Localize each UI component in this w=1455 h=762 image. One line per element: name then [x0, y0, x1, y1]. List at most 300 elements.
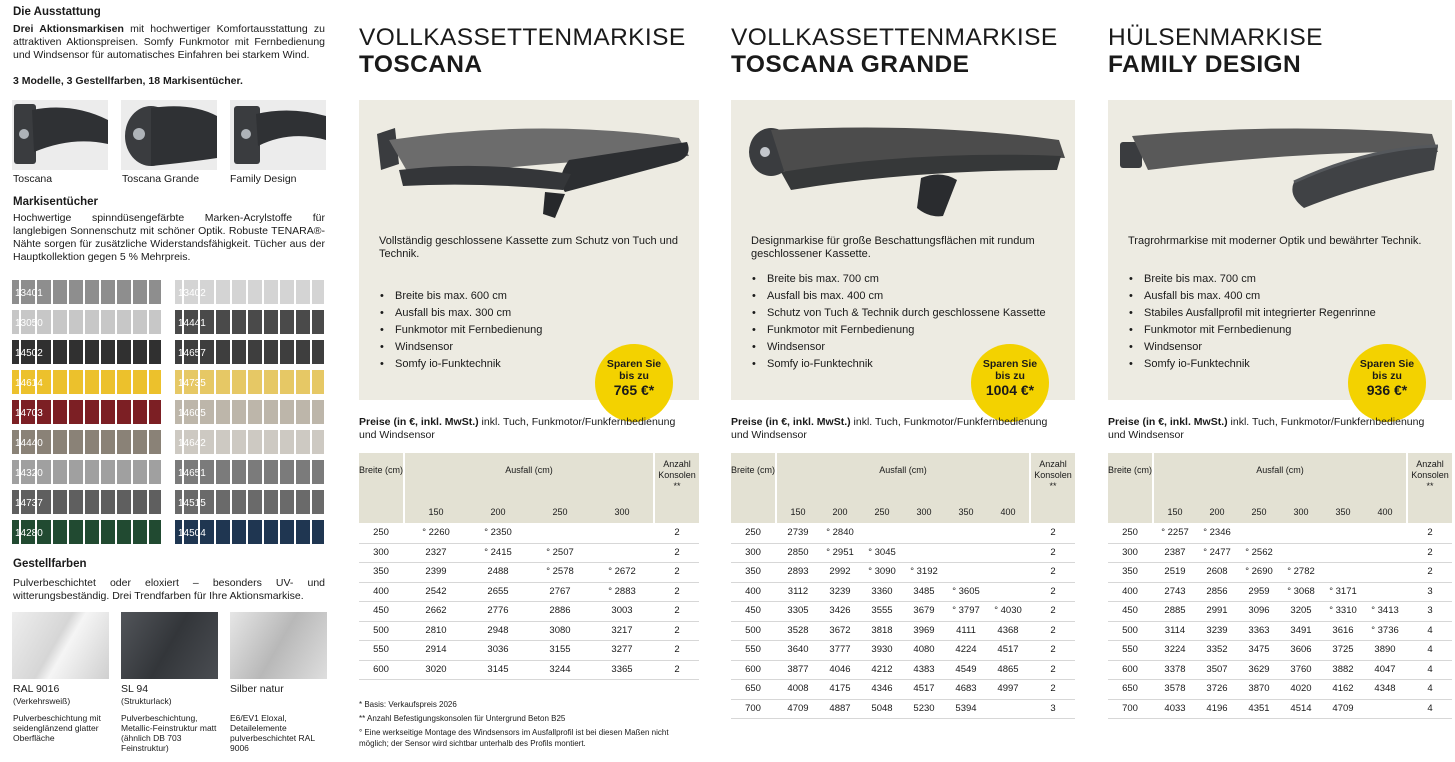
footnote: ° Eine werkseitige Montage des Windsensors im Ausfallprofil ist bei diesen Maßen nicht möglich; der Sensor wird sichtbar unterhalb des Profils montiert.: [359, 728, 669, 748]
header-label: Breite (cm): [359, 465, 404, 475]
header-label: Anzahl Konsolen **: [1034, 459, 1072, 491]
row-width: 500: [745, 624, 761, 636]
frame-name: RAL 9016: [13, 683, 60, 695]
price-cell: ° 2840: [826, 527, 854, 538]
column-header: 350: [1335, 507, 1351, 517]
feature-item: [751, 271, 1065, 288]
row-width: 250: [373, 527, 389, 538]
price-cell: [1322, 562, 1364, 582]
product-title-line1: VOLLKASSETTENMARKISE: [359, 24, 686, 51]
price-cell: ° 3413: [1371, 605, 1399, 616]
price-cell: 3969: [913, 624, 935, 636]
price-cell: 3555: [871, 605, 893, 616]
price-cell: 3363: [1248, 624, 1270, 636]
row-width: 650: [1122, 683, 1138, 694]
column-header: 150: [428, 507, 444, 517]
feature-text: Funkmotor mit Fernbedienung: [395, 324, 543, 336]
price-cell: 3528: [787, 624, 809, 636]
price-cell: 2810: [425, 624, 447, 636]
price-cell: 4348: [1374, 683, 1396, 694]
price-cell: [987, 562, 1029, 582]
intro-bold: Drei Aktionsmarkisen: [13, 23, 124, 35]
price-cell: 3277: [611, 644, 633, 655]
price-cell: 4008: [787, 683, 809, 694]
column-header: 300: [614, 507, 630, 517]
price-cell: 4514: [1290, 702, 1312, 714]
fabric-swatch: 14657: [175, 340, 324, 364]
fabric-swatch: 13050: [12, 310, 161, 334]
price-cell: ° 2782: [1287, 566, 1315, 577]
feature-text: Breite bis max. 600 cm: [395, 290, 507, 302]
row-konsolen: 2: [1050, 644, 1056, 655]
price-cell: 3155: [549, 644, 571, 655]
price-cell: ° 2415: [484, 546, 512, 558]
feature-item: [751, 305, 1065, 322]
column-header: 300: [1293, 507, 1309, 517]
fabric-swatch: 13402: [175, 280, 324, 304]
row-konsolen: 2: [1427, 566, 1433, 577]
row-konsolen: 3: [1050, 702, 1056, 714]
model-caption: Family Design: [230, 173, 297, 185]
price-cell: ° 3171: [1329, 585, 1357, 597]
row-width: 600: [373, 663, 389, 675]
row-konsolen: 2: [674, 663, 680, 675]
price-cell: 4047: [1374, 663, 1396, 675]
price-cell: ° 2578: [546, 566, 574, 577]
product-description: Tragrohrmarkise mit moderner Optik und bewährter Technik.: [1128, 235, 1422, 247]
price-cell: ° 2690: [1245, 566, 1273, 577]
badge-text: Sparen Sie: [982, 358, 1038, 370]
feature-item: [1128, 288, 1442, 305]
price-cell: 4046: [829, 663, 851, 675]
table-header-breite: [359, 453, 403, 523]
price-cell: 3239: [829, 585, 851, 597]
price-cell: 4346: [871, 683, 893, 694]
feature-text: Breite bis max. 700 cm: [767, 273, 879, 285]
price-cell: 4175: [829, 683, 851, 694]
row-konsolen: 2: [674, 546, 680, 558]
feature-text: Ausfall bis max. 400 cm: [767, 290, 884, 302]
row-width: 700: [1122, 702, 1138, 714]
price-intro-bold: Preise (in €, inkl. MwSt.): [359, 416, 479, 428]
price-cell: 2776: [487, 605, 509, 616]
feature-item: [1128, 322, 1442, 339]
price-cell: 3777: [829, 644, 851, 655]
price-cell: 3485: [913, 585, 935, 597]
section-heading-ausstattung: Die Ausstattung: [13, 6, 101, 18]
header-label: Ausfall (cm): [1256, 465, 1304, 475]
feature-item: [379, 305, 689, 322]
row-konsolen: 2: [674, 566, 680, 577]
header-label: Anzahl Konsolen **: [1411, 459, 1449, 491]
price-intro-rest: inkl. Tuch, Funkmotor/Funkfernbedienung und Windsensor: [731, 416, 1048, 441]
feature-item: [379, 322, 689, 339]
fabric-swatch: 14502: [12, 340, 161, 364]
price-cell: 3870: [1248, 683, 1270, 694]
row-width: 300: [1122, 546, 1138, 558]
feature-text: Windsensor: [767, 341, 826, 353]
price-cell: [1322, 543, 1364, 563]
row-konsolen: 2: [674, 585, 680, 597]
product-title: [359, 24, 686, 78]
price-cell: 3112: [787, 585, 809, 597]
column-header: 200: [490, 507, 506, 517]
price-cell: 4212: [871, 663, 893, 675]
price-cell: 3426: [829, 605, 851, 616]
summary-text: 3 Modelle, 3 Gestellfarben, 18 Markisentücher.: [13, 75, 243, 87]
price-cell: 3679: [913, 605, 935, 616]
price-cell: 3672: [829, 624, 851, 636]
price-cell: 5394: [955, 702, 977, 714]
price-cell: 3378: [1164, 663, 1186, 675]
price-cell: 3930: [871, 644, 893, 655]
column-header: 350: [958, 507, 974, 517]
price-cell: [1364, 562, 1406, 582]
row-konsolen: 4: [1427, 683, 1433, 694]
thumb-toscana-grande: [121, 100, 217, 170]
price-cell: ° 2257: [1161, 527, 1189, 538]
price-cell: 3890: [1374, 644, 1396, 655]
fabric-swatch: 14440: [12, 430, 161, 454]
price-cell: 3352: [1206, 644, 1228, 655]
price-cell: 4865: [997, 663, 1019, 675]
price-cell: 3877: [787, 663, 809, 675]
price-cell: [591, 543, 653, 563]
column-header: 150: [1167, 507, 1183, 517]
row-width: 450: [373, 605, 389, 616]
price-cell: 2948: [487, 624, 509, 636]
thumb-family-design: [230, 100, 326, 170]
row-width: 700: [745, 702, 761, 714]
header-label: Ausfall (cm): [505, 465, 553, 475]
row-konsolen: 2: [1427, 527, 1433, 538]
feature-text: Funkmotor mit Fernbedienung: [1144, 324, 1292, 336]
price-cell: 3507: [1206, 663, 1228, 675]
price-cell: 2991: [1206, 605, 1228, 616]
footnote: ** Anzahl Befestigungskonsolen für Untergrund Beton B25: [359, 714, 566, 723]
feature-text: Ausfall bis max. 400 cm: [1144, 290, 1261, 302]
price-cell: 3080: [549, 624, 571, 636]
price-cell: 3036: [487, 644, 509, 655]
row-width: 550: [745, 644, 761, 655]
column-header: 300: [916, 507, 932, 517]
product-title-line2: TOSCANA GRANDE: [731, 51, 970, 78]
price-cell: 2739: [787, 527, 809, 538]
price-cell: [903, 543, 945, 563]
product-title-line2: TOSCANA: [359, 51, 483, 78]
price-cell: [945, 523, 987, 543]
price-cell: ° 2260: [422, 527, 450, 538]
row-konsolen: 2: [1050, 527, 1056, 538]
price-cell: 4351: [1248, 702, 1270, 714]
price-cell: 3882: [1332, 663, 1354, 675]
feature-text: Schutz von Tuch & Technik durch geschlossene Kassette: [767, 307, 1046, 319]
intro-rest: mit hochwertiger Komfortausstattung zu attraktiven Aktionspreisen. Somfy Funkmotor mit Fernbedienung und Windsensor für automatisches Einfahren bei starkem Wind.: [13, 23, 325, 61]
row-width: 300: [745, 546, 761, 558]
price-cell: [945, 543, 987, 563]
model-caption: Toscana Grande: [122, 173, 200, 185]
row-width: 650: [745, 683, 761, 694]
badge-amount: 765 €*: [613, 382, 655, 398]
price-intro: [359, 416, 679, 442]
price-cell: 5048: [871, 702, 893, 714]
price-cell: 3726: [1206, 683, 1228, 694]
price-cell: 3020: [425, 663, 447, 675]
badge-amount: 936 €*: [1366, 382, 1408, 398]
row-konsolen: 2: [1050, 683, 1056, 694]
fabric-swatch: 14735: [175, 370, 324, 394]
fabric-swatch: 14515: [175, 490, 324, 514]
fabric-swatch: 14605: [175, 400, 324, 424]
price-cell: 3239: [1206, 624, 1228, 636]
column-header: 250: [1251, 507, 1267, 517]
frame-desc: E6/EV1 Eloxal, Detailelemente pulverbeschichtet RAL 9006: [230, 713, 315, 753]
price-cell: [1364, 543, 1406, 563]
price-intro-rest: inkl. Tuch, Funkmotor/Funkfernbedienung und Windsensor: [1108, 416, 1425, 441]
price-cell: ° 3310: [1329, 605, 1357, 616]
product-description: Vollständig geschlossene Kassette zum Schutz von Tuch und Technik.: [379, 235, 679, 260]
column-header: 400: [1377, 507, 1393, 517]
badge-text: bis zu: [995, 370, 1025, 382]
row-konsolen: 2: [674, 644, 680, 655]
price-cell: ° 2507: [546, 546, 574, 558]
price-cell: 3114: [1164, 624, 1186, 636]
row-konsolen: 2: [1050, 585, 1056, 597]
row-width: 300: [373, 546, 389, 558]
price-cell: 3491: [1290, 624, 1312, 636]
price-cell: 4162: [1332, 683, 1354, 694]
product-description: Designmarkise für große Beschattungsflächen mit rundum geschlossener Kassette.: [751, 235, 1035, 260]
price-cell: 4517: [913, 683, 935, 694]
price-cell: 4997: [997, 683, 1019, 694]
price-cell: 3244: [549, 663, 571, 675]
product-title-line1: VOLLKASSETTENMARKISE: [731, 24, 1058, 51]
price-cell: 4033: [1164, 702, 1186, 714]
row-width: 400: [745, 585, 761, 597]
price-cell: 4709: [1332, 702, 1354, 714]
fabrics-text: Hochwertige spinndüsengefärbte Marken-Acrylstoffe für langlebigen Sonnenschutz mit schöner Optik. Robuste TENARA®-Nähte sorgen für zusätzliche Widerstandsfähigkeit. Tücher aus der Hauptkollektion gegen 5 % Mehrpreis.: [13, 212, 325, 263]
price-cell: [1322, 523, 1364, 543]
row-konsolen: 2: [1050, 605, 1056, 616]
product-title: [1108, 24, 1323, 78]
price-cell: 2655: [487, 585, 509, 597]
price-cell: 2327: [425, 546, 447, 558]
price-cell: 2885: [1164, 605, 1186, 616]
row-divider: [359, 679, 699, 680]
price-cell: 3205: [1290, 605, 1312, 616]
row-width: 600: [745, 663, 761, 675]
table-header-breite: [731, 453, 775, 523]
column-header: 150: [790, 507, 806, 517]
feature-text: Stabiles Ausfallprofil mit integrierter Regenrinne: [1144, 307, 1376, 319]
price-cell: ° 3797: [952, 605, 980, 616]
price-cell: 4368: [997, 624, 1019, 636]
feature-text: Funkmotor mit Fernbedienung: [767, 324, 915, 336]
price-cell: 4887: [829, 702, 851, 714]
column-header: 200: [1209, 507, 1225, 517]
row-width: 250: [745, 527, 761, 538]
row-width: 450: [1122, 605, 1138, 616]
frame-text: Pulverbeschichtet oder eloxiert – besonders UV- und witterungsbeständig. Drei Trendfarben für Ihre Aktionsmarkise.: [13, 577, 325, 602]
feature-text: Ausfall bis max. 300 cm: [395, 307, 512, 319]
frame-swatch-sl94: [121, 612, 218, 679]
price-cell: 3003: [611, 605, 633, 616]
feature-text: Windsensor: [1144, 341, 1203, 353]
price-cell: 2914: [425, 644, 447, 655]
price-cell: 2767: [549, 585, 571, 597]
price-cell: 2488: [487, 566, 509, 577]
badge-text: bis zu: [1372, 370, 1402, 382]
row-konsolen: 2: [674, 527, 680, 538]
price-cell: 2850: [787, 546, 809, 558]
badge-text: Sparen Sie: [1359, 358, 1415, 370]
row-width: 550: [373, 644, 389, 655]
fabric-swatch: 14504: [175, 520, 324, 544]
price-cell: [903, 523, 945, 543]
price-cell: [1280, 543, 1322, 563]
price-cell: 4020: [1290, 683, 1312, 694]
price-cell: 3145: [487, 663, 509, 675]
price-cell: 2519: [1164, 566, 1186, 577]
row-divider: [1108, 718, 1452, 719]
product-image: [1108, 100, 1452, 235]
price-intro: [1108, 416, 1432, 442]
fabric-swatch: 14651: [175, 460, 324, 484]
price-cell: 4196: [1206, 702, 1228, 714]
row-konsolen: 4: [1427, 624, 1433, 636]
price-cell: 3818: [871, 624, 893, 636]
price-cell: 2387: [1164, 546, 1186, 558]
frame-desc: Pulverbeschichtung mit seidenglänzend glatter Oberfläche: [13, 713, 101, 743]
frame-sub: (Verkehrsweiß): [13, 696, 71, 706]
footnote: * Basis: Verkaufspreis 2026: [359, 700, 457, 709]
price-cell: ° 2346: [1203, 527, 1231, 538]
price-cell: [1364, 699, 1406, 719]
fabric-swatch: 14737: [12, 490, 161, 514]
badge-amount: 1004 €*: [985, 382, 1035, 398]
row-konsolen: 4: [1427, 663, 1433, 675]
price-cell: 5230: [913, 702, 935, 714]
price-cell: 2399: [425, 566, 447, 577]
price-cell: 2608: [1206, 566, 1228, 577]
header-label: Ausfall (cm): [879, 465, 927, 475]
price-cell: 3760: [1290, 663, 1312, 675]
price-cell: ° 3605: [952, 585, 980, 597]
row-width: 500: [1122, 624, 1138, 636]
price-cell: 2886: [549, 605, 571, 616]
price-cell: 3305: [787, 605, 809, 616]
frame-name: Silber natur: [230, 683, 284, 695]
row-konsolen: 2: [1050, 624, 1056, 636]
price-cell: 3475: [1248, 644, 1270, 655]
row-width: 600: [1122, 663, 1138, 675]
row-width: 350: [745, 566, 761, 577]
price-cell: 3224: [1164, 644, 1186, 655]
frame-swatch-ral9016: [12, 612, 109, 679]
feature-item: [751, 288, 1065, 305]
row-konsolen: 2: [1050, 546, 1056, 558]
feature-item: [379, 288, 689, 305]
header-label: Breite (cm): [1108, 465, 1153, 475]
feature-item: [751, 322, 1065, 339]
row-width: 400: [373, 585, 389, 597]
price-cell: ° 3090: [868, 566, 896, 577]
feature-text: Somfy io-Funktechnik: [395, 358, 501, 370]
price-cell: 4709: [787, 702, 809, 714]
price-cell: [529, 523, 591, 543]
section-heading-markisentuecher: Markisentücher: [13, 196, 99, 208]
feature-text: Somfy io-Funktechnik: [1144, 358, 1250, 370]
price-cell: [987, 582, 1029, 602]
price-cell: ° 2951: [826, 546, 854, 558]
price-cell: 2542: [425, 585, 447, 597]
price-intro-bold: Preise (in €, inkl. MwSt.): [1108, 416, 1228, 428]
row-konsolen: 4: [1427, 702, 1433, 714]
price-cell: ° 4030: [994, 605, 1022, 616]
badge-text: Sparen Sie: [606, 358, 662, 370]
product-title: [731, 24, 1058, 78]
price-cell: 4383: [913, 663, 935, 675]
row-divider: [731, 718, 1075, 719]
row-konsolen: 2: [674, 605, 680, 616]
price-cell: [987, 699, 1029, 719]
price-cell: 3616: [1332, 624, 1354, 636]
product-title-line1: HÜLSENMARKISE: [1108, 24, 1323, 51]
price-cell: 4224: [955, 644, 977, 655]
price-intro: [731, 416, 1055, 442]
price-cell: 3360: [871, 585, 893, 597]
savings-badge: [971, 344, 1049, 422]
price-cell: [1238, 523, 1280, 543]
price-cell: ° 2562: [1245, 546, 1273, 558]
thumb-toscana: [12, 100, 108, 170]
price-cell: 3640: [787, 644, 809, 655]
table-header-breite: [1108, 453, 1152, 523]
price-cell: [945, 562, 987, 582]
row-width: 250: [1122, 527, 1138, 538]
fabric-swatch: 14703: [12, 400, 161, 424]
fabric-swatch: 14320: [12, 460, 161, 484]
price-cell: 4549: [955, 663, 977, 675]
fabric-swatch: 14280: [12, 520, 161, 544]
price-cell: ° 3045: [868, 546, 896, 558]
price-intro-bold: Preise (in €, inkl. MwSt.): [731, 416, 851, 428]
fabric-swatch: 14642: [175, 430, 324, 454]
price-cell: 4080: [913, 644, 935, 655]
price-cell: 3217: [611, 624, 633, 636]
price-cell: ° 2477: [1203, 546, 1231, 558]
price-cell: ° 3068: [1287, 585, 1315, 597]
price-cell: ° 3192: [910, 566, 938, 577]
row-konsolen: 4: [1427, 644, 1433, 655]
price-cell: [591, 523, 653, 543]
price-cell: 4517: [997, 644, 1019, 655]
column-header: 400: [1000, 507, 1016, 517]
feature-text: Windsensor: [395, 341, 454, 353]
product-image: [359, 100, 699, 235]
price-cell: 2662: [425, 605, 447, 616]
fabric-swatch: 14441: [175, 310, 324, 334]
feature-text: Somfy io-Funktechnik: [767, 358, 873, 370]
price-cell: ° 2350: [484, 527, 512, 538]
row-konsolen: 3: [1427, 585, 1433, 597]
price-cell: 3096: [1248, 605, 1270, 616]
header-label: Anzahl Konsolen **: [658, 459, 696, 491]
savings-badge: [595, 344, 673, 422]
savings-badge: [1348, 344, 1426, 422]
frame-sub: (Strukturlack): [121, 696, 172, 706]
fabric-swatch: 13401: [12, 280, 161, 304]
